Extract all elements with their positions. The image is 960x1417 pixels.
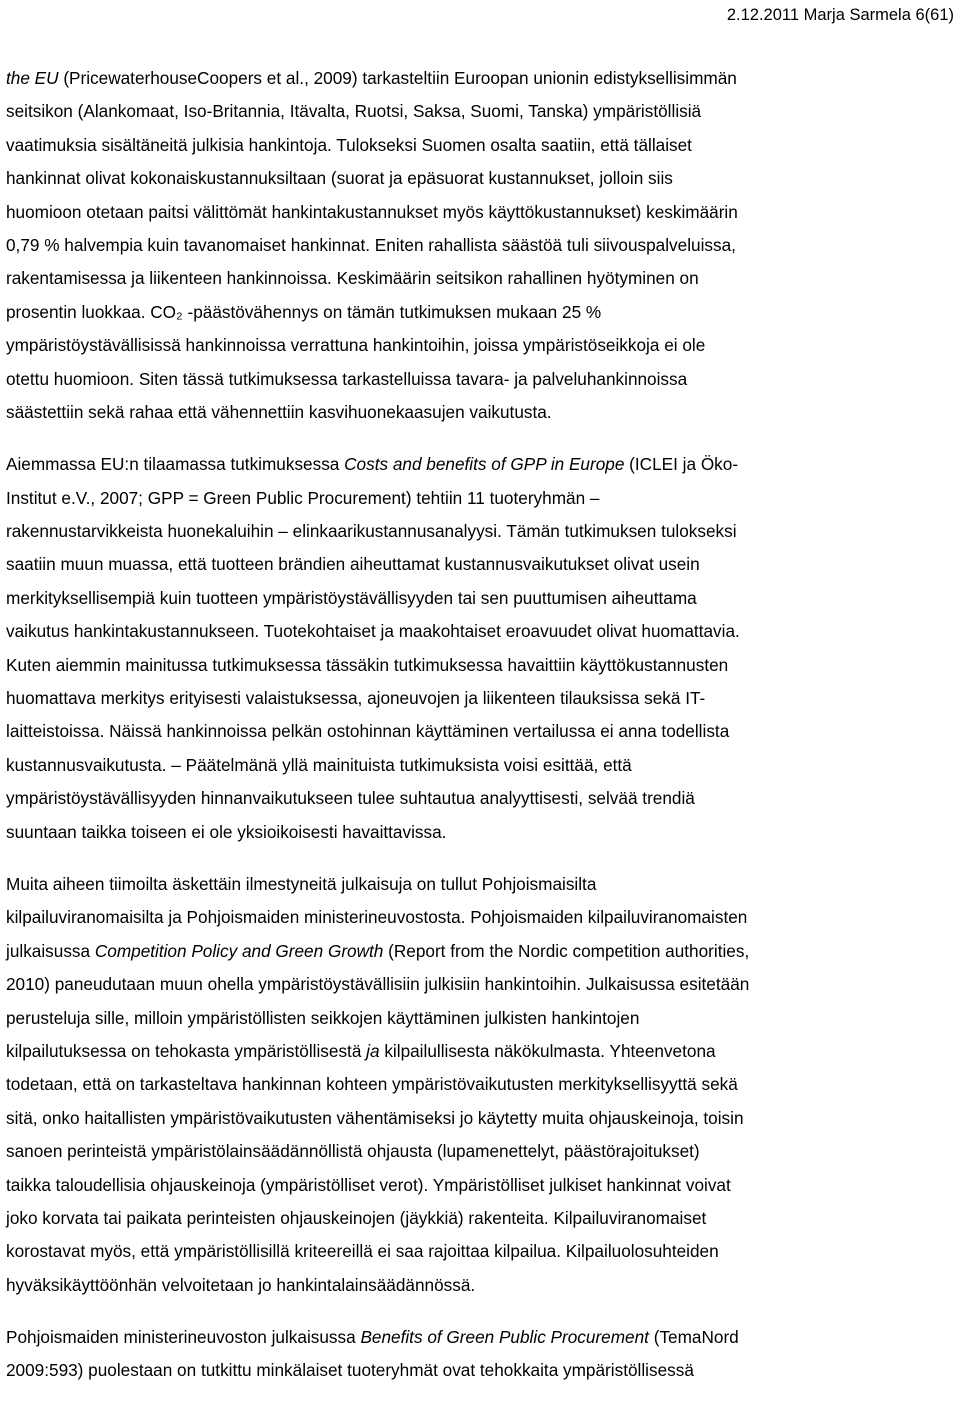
text-line: [6, 162, 954, 195]
text-line: [6, 1269, 954, 1302]
text-run: otettu huomioon. Siten tässä tutkimuksessa tarkastelluissa tavara- ja palveluhankinnoissa: [6, 368, 688, 389]
text-line: [6, 1002, 954, 1035]
text-run: ympäristöystävällisyyden hinnanvaikutukseen tulee suhtautua analyyttisesti, selvää trendiä: [6, 788, 695, 809]
text-line: [6, 715, 954, 748]
text-line: [6, 1068, 954, 1101]
text-line: [6, 1321, 954, 1354]
text-run: korostavat myös, että ympäristöllisillä kriteereillä ei saa rajoittaa kilpailua. Kilpailuolosuhteiden: [6, 1241, 719, 1262]
italic-text: the EU: [6, 68, 59, 88]
paragraph: [6, 1321, 954, 1388]
text-line: [6, 782, 954, 815]
text-run: hyväksikäyttöönhän velvoitetaan jo hankintalainsäädännössä.: [6, 1274, 476, 1295]
text-run: kustannusvaikutusta. – Päätelmänä yllä mainituista tutkimuksista voisi esittää, että: [6, 754, 632, 775]
text-line: [6, 1235, 954, 1268]
text-line: [6, 901, 954, 934]
text-line: [6, 129, 954, 162]
text-run: kilpailullisesta näkökulmasta. Yhteenvetona: [379, 1040, 716, 1061]
text-line: [6, 396, 954, 429]
text-run: vaikutus hankintakustannukseen. Tuotekohtaiset ja maakohtaiset eroavuudet olivat huomattavia.: [6, 621, 740, 642]
text-line: [6, 1135, 954, 1168]
text-line: [6, 1202, 954, 1235]
text-run: säästettiin sekä rahaa että vähennettiin kasvihuonekaasujen vaikutusta.: [6, 401, 552, 422]
text-run: (TemaNord: [648, 1327, 739, 1348]
text-line: [6, 649, 954, 682]
text-run: saatiin muun muassa, että tuotteen brändien aiheuttamat kustannusvaikutukset olivat usein: [6, 554, 700, 575]
text-run: Aiemmassa EU:n tilaamassa tutkimuksessa: [6, 454, 345, 475]
text-run: Kuten aiemmin mainitussa tutkimuksessa tässäkin tutkimuksessa havaittiin käyttökustannusten: [6, 654, 729, 675]
italic-text: Benefits of Green Public Procurement: [360, 1327, 649, 1348]
paragraph: [6, 868, 954, 1302]
text-run: huomattava merkitys erityisesti valaistuksessa, ajoneuvojen ja liikenteen tilauksissa sekä IT-: [6, 688, 706, 709]
text-line: [6, 1354, 954, 1387]
text-line: [6, 1035, 954, 1068]
italic-text: Costs and benefits of GPP in Europe: [344, 454, 625, 475]
text-run: huomioon otetaan paitsi välittömät hankintakustannukset myös käyttökustannukset) keskimäärin: [6, 201, 738, 222]
text-line: [6, 329, 954, 362]
text-run: perusteluja sille, milloin ympäristöllisten seikkojen käyttäminen julkisten hankintojen: [6, 1007, 640, 1028]
text-run: (Report from the Nordic competition authorities,: [383, 940, 750, 961]
text-run: todetaan, että on tarkasteltava hankinnan kohteen ympäristövaikutusten merkityksellisyyttä sekä: [6, 1074, 738, 1095]
text-line: [6, 682, 954, 715]
document-body: [6, 62, 954, 1407]
text-line: [6, 515, 954, 548]
text-line: [6, 1102, 954, 1135]
text-line: [6, 935, 954, 968]
text-line: [6, 1169, 954, 1202]
text-line: [6, 95, 954, 128]
text-run: Pohjoismaiden ministerineuvoston julkaisussa: [6, 1327, 361, 1348]
text-run: seitsikon (Alankomaat, Iso-Britannia, Itävalta, Ruotsi, Saksa, Suomi, Tanska) ympäristöllisiä: [6, 101, 702, 122]
text-run: 0,79 % halvempia kuin tavanomaiset hankinnat. Eniten rahallista säästöä tuli siivouspalveluissa,: [6, 234, 736, 255]
text-run: vaatimuksia sisältäneitä julkisia hankintoja. Tulokseksi Suomen osalta saatiin, että tällaiset: [6, 134, 692, 155]
running-header: 2.12.2011 Marja Sarmela 6(61): [726, 6, 954, 24]
text-line: [6, 62, 954, 95]
text-run: ympäristöystävällisissä hankinnoissa verrattuna hankintoihin, joissa ympäristöseikkoja ei ole: [6, 335, 706, 356]
text-run: joko korvata tai paikata perinteisten ohjauskeinojen (jäykkiä) rakenteita. Kilpailuviranomaiset: [6, 1207, 707, 1228]
text-line: [6, 548, 954, 581]
text-line: [6, 196, 954, 229]
italic-text: Competition Policy and Green Growth: [94, 940, 384, 961]
text-run: taikka taloudellisia ohjauskeinoja (ympäristölliset verot). Ympäristölliset julkiset hankinnat voivat: [6, 1174, 731, 1195]
text-line: [6, 296, 954, 329]
text-run: rakentamisessa ja liikenteen hankinnoissa. Keskimäärin seitsikon rahallinen hyötyminen on: [6, 268, 699, 289]
text-line: [6, 262, 954, 295]
text-run: kilpailutuksessa on tehokasta ympäristöllisestä: [6, 1040, 367, 1061]
text-run: Muita aiheen tiimoilta äskettäin ilmestyneitä julkaisuja on tullut Pohjoismaisilta: [6, 873, 597, 894]
text-run: 2010) paneudutaan muun ohella ympäristöystävällisiin julkisiin hankintoihin. Julkaisussa esitetään: [6, 974, 750, 995]
text-line: [6, 229, 954, 262]
text-run: sanoen perinteistä ympäristölainsäädännöllistä ohjausta (lupamenettelyt, päästörajoitukset): [6, 1141, 700, 1162]
italic-text: ja: [366, 1040, 380, 1061]
text-run: hankinnat olivat kokonaiskustannuksiltaan (suorat ja epäsuorat kustannukset, jolloin siis: [6, 168, 673, 189]
text-run: (ICLEI ja Öko-: [624, 454, 739, 475]
text-line: [6, 968, 954, 1001]
text-line: [6, 816, 954, 849]
text-line: [6, 749, 954, 782]
text-run: (PricewaterhouseCoopers et al., 2009) tarkasteltiin Euroopan unionin edistyksellisimmän: [58, 68, 737, 88]
text-run: suuntaan taikka toiseen ei ole yksioikoisesti havaittavissa.: [6, 821, 447, 842]
paragraph: [6, 448, 954, 849]
text-run: prosentin luokkaa. CO₂ -päästövähennys on tämän tutkimuksen mukaan 25 %: [6, 301, 602, 322]
text-line: [6, 868, 954, 901]
text-line: [6, 482, 954, 515]
text-run: 2009:593) puolestaan on tutkittu minkälaiset tuoteryhmät ovat tehokkaita ympäristöllisessä: [6, 1360, 694, 1381]
text-line: [6, 363, 954, 396]
text-line: [6, 448, 954, 481]
text-run: merkityksellisempiä kuin tuotteen ympäristöystävällisyyden tai sen puuttumisen aiheuttama: [6, 587, 697, 608]
text-run: laitteistoissa. Näissä hankinnoissa pelkän ostohinnan käyttäminen vertailussa ei anna todellista: [6, 721, 730, 742]
text-run: rakennustarvikkeista huonekaluihin – elinkaarikustannusanalyysi. Tämän tutkimuksen tulokseksi: [6, 521, 737, 542]
text-run: sitä, onko haitallisten ympäristövaikutusten vähentämiseksi jo käytetty muita ohjauskeinoja, toisin: [6, 1107, 744, 1128]
text-run: julkaisussa: [6, 940, 95, 961]
text-run: kilpailuviranomaisilta ja Pohjoismaiden ministerineuvostosta. Pohjoismaiden kilpailuviranomaisten: [6, 907, 748, 928]
text-line: [6, 582, 954, 615]
paragraph: [6, 62, 954, 429]
text-line: [6, 615, 954, 648]
text-run: Institut e.V., 2007; GPP = Green Public Procurement) tehtiin 11 tuoteryhmän –: [6, 487, 600, 508]
